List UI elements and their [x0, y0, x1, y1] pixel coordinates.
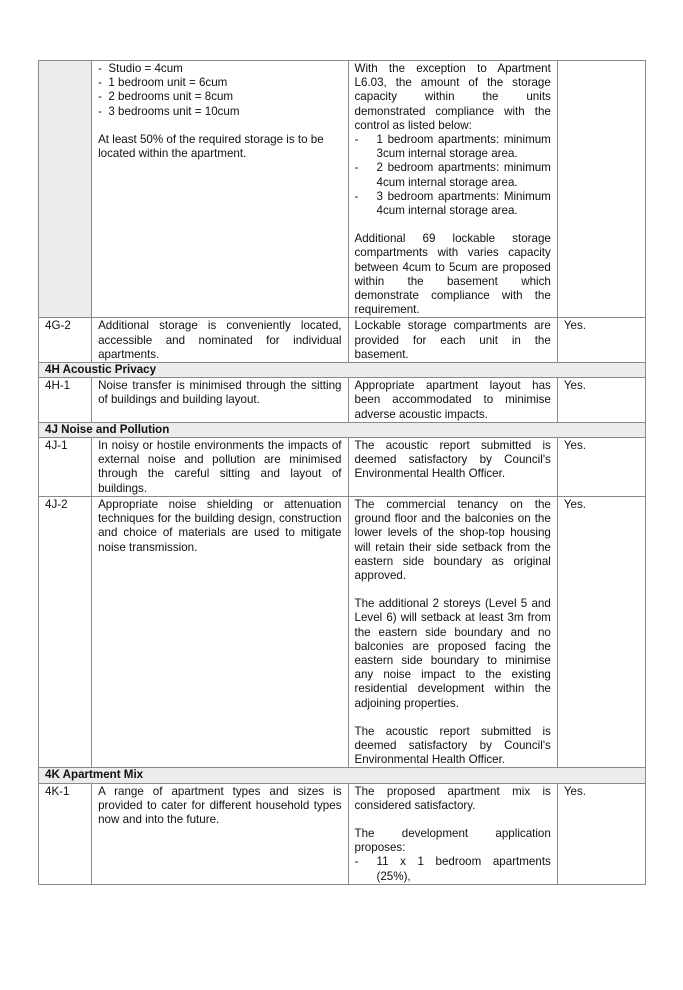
table-row [39, 378, 646, 423]
requirement-cell [92, 61, 348, 318]
requirement-cell: Noise transfer is minimised through the sitting of buildings and building layout. [92, 378, 348, 423]
table-row [39, 61, 646, 318]
section-title: 4H Acoustic Privacy [39, 363, 646, 378]
proposal-cell: Lockable storage compartments are provided for each unit in the basement. [348, 318, 557, 363]
compliance-table [38, 60, 646, 885]
requirement-cell: Additional storage is conveniently located, accessible and nominated for individual apartments. [92, 318, 348, 363]
complies-cell: Yes. [557, 378, 645, 423]
proposal-paragraph: The development application proposes: [354, 826, 551, 855]
list-item: - 2 bedrooms unit = 8cum [98, 90, 341, 104]
proposal-cell [348, 496, 557, 767]
ref-cell: 4J-1 [39, 438, 92, 497]
proposal-note: Additional 69 lockable storage compartments with varies capacity between 4cum to 5cum are proposed within the basement which demonstrate compliance with the requirement. [354, 232, 551, 317]
proposal-cell: Appropriate apartment layout has been accommodated to minimise adverse acoustic impacts. [348, 378, 557, 423]
ref-cell: 4J-2 [39, 496, 92, 767]
proposal-list [355, 133, 551, 218]
proposal-intro: With the exception to Apartment L6.03, the amount of the storage capacity within the units demonstrated compliance with the control as listed below: [354, 62, 551, 132]
complies-cell: Yes. [557, 318, 645, 363]
proposal-paragraph: The additional 2 storeys (Level 5 and Level 6) will setback at least 3m from the eastern side boundary and no balconies are proposed facing the eastern side boundary to minimise any noise impact to the existing residential development within the adjoining properties. [354, 597, 551, 710]
list-item: - 3 bedrooms unit = 10cum [98, 105, 341, 119]
proposal-paragraph: The acoustic report submitted is deemed satisfactory by Council's Environmental Health Officer. [354, 724, 551, 767]
complies-cell: Yes. [557, 783, 645, 884]
table-row [39, 783, 646, 884]
table-row [39, 318, 646, 363]
proposal-list [355, 855, 551, 883]
section-row [39, 422, 646, 437]
ref-cell: 4K-1 [39, 783, 92, 884]
complies-cell [557, 61, 645, 318]
table-row [39, 438, 646, 497]
ref-cell: 4G-2 [39, 318, 92, 363]
proposal-paragraph: The commercial tenancy on the ground floor and the balconies on the lower levels of the shop-top housing will retain their side setback from the eastern side boundary as original approved. [354, 497, 551, 582]
table-row [39, 496, 646, 767]
proposal-cell [348, 61, 557, 318]
complies-cell: Yes. [557, 438, 645, 497]
requirement-cell: A range of apartment types and sizes is provided to cater for different household types now and into the future. [92, 783, 348, 884]
list-item: - 11 x 1 bedroom apartments (25%), [355, 855, 551, 883]
requirement-note: At least 50% of the required storage is to be located within the apartment. [98, 132, 324, 161]
ref-cell [39, 61, 92, 318]
proposal-cell: The acoustic report submitted is deemed satisfactory by Council's Environmental Health Officer. [348, 438, 557, 497]
list-item: - 3 bedroom apartments: Minimum 4cum internal storage area. [355, 190, 551, 218]
list-item: - 1 bedroom apartments: minimum 3cum internal storage area. [355, 133, 551, 161]
complies-cell: Yes. [557, 496, 645, 767]
proposal-cell [348, 783, 557, 884]
proposal-paragraph: The proposed apartment mix is considered satisfactory. [354, 784, 551, 812]
section-title: 4J Noise and Pollution [39, 422, 646, 437]
storage-requirement-list [98, 62, 341, 119]
list-item: - 2 bedroom apartments: minimum 4cum internal storage area. [355, 161, 551, 189]
section-row [39, 363, 646, 378]
section-title: 4K Apartment Mix [39, 768, 646, 783]
list-item: - 1 bedroom unit = 6cum [98, 76, 341, 90]
requirement-cell: Appropriate noise shielding or attenuation techniques for the building design, construction and choice of materials are used to mitigate noise transmission. [92, 496, 348, 767]
list-item: - Studio = 4cum [98, 62, 341, 76]
section-row [39, 768, 646, 783]
ref-cell: 4H-1 [39, 378, 92, 423]
requirement-cell: In noisy or hostile environments the impacts of external noise and pollution are minimised through the careful sitting and layout of buildings. [92, 438, 348, 497]
